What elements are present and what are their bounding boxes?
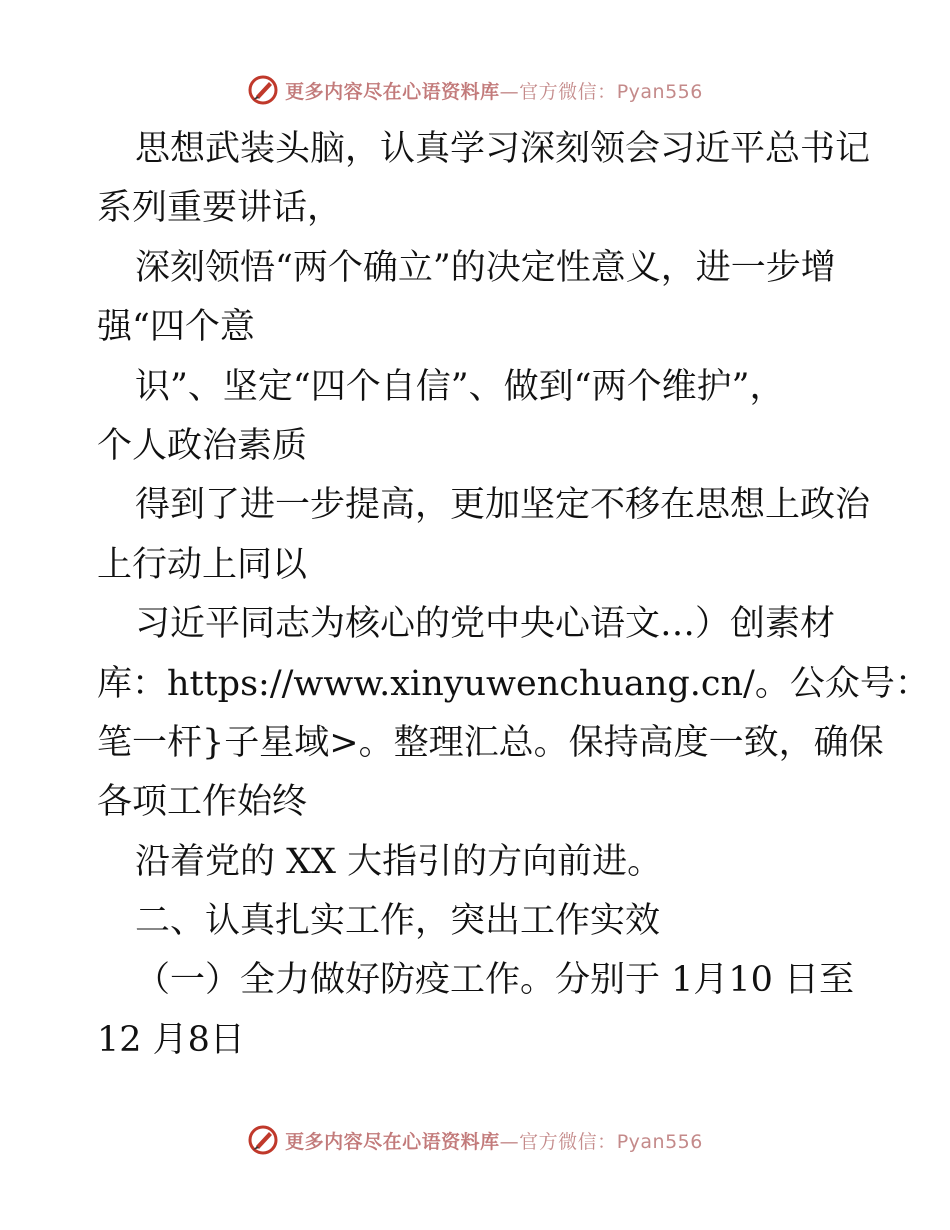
header-banner (0, 70, 950, 110)
footer-brand-text: 更多内容尽在心语资料库 (285, 1130, 500, 1153)
header-wechat-id: Pyan556 (616, 80, 703, 103)
xinyu-logo-icon (247, 74, 279, 106)
document-body (97, 120, 930, 1070)
body-line-url: 库：https://www.xinyuwenchuang.cn/。公众号： (97, 663, 930, 704)
body-line: 习近平同志为核心的党中央心语文…）创素材 (135, 604, 836, 645)
body-line: 各项工作始终 (97, 782, 308, 823)
body-line: 强“四个意 (97, 307, 255, 348)
body-line: 沿着党的 XX 大指引的方向前进。 (135, 841, 663, 882)
header-separator: — (499, 80, 520, 103)
body-line: 上行动上同以 (97, 544, 308, 585)
footer-wechat-label: 官方微信： (519, 1130, 617, 1153)
body-line: 得到了进一步提高，更加坚定不移在思想上政治 (135, 485, 871, 526)
footer-wechat-id: Pyan556 (616, 1130, 703, 1153)
body-line: 12 月8日 (97, 1019, 245, 1060)
xinyu-logo-icon (247, 1124, 279, 1156)
body-line: 深刻领悟“两个确立”的决定性意义，进一步增 (135, 247, 836, 288)
footer-banner (0, 1120, 950, 1160)
subsection-heading: （一）全力做好防疫工作。分别于 1月10 日至 (135, 960, 855, 1001)
body-line: 思想武装头脑，认真学习深刻领会习近平总书记 (135, 129, 871, 169)
header-wechat-label: 官方微信： (519, 80, 617, 103)
body-line: 识”、坚定“四个自信”、做到“两个维护”， (135, 366, 785, 407)
header-brand-text: 更多内容尽在心语资料库 (285, 80, 500, 103)
body-line: 个人政治素质 (97, 425, 308, 466)
footer-banner-text (285, 1127, 703, 1154)
body-line: 系列重要讲话， (97, 188, 343, 229)
footer-separator: — (499, 1130, 520, 1153)
section-heading: 二、认真扎实工作，突出工作实效 (135, 901, 661, 942)
body-line: 笔一杆}子星域>。整理汇总。保持高度一致，确保 (97, 722, 884, 763)
header-banner-text (285, 77, 703, 104)
